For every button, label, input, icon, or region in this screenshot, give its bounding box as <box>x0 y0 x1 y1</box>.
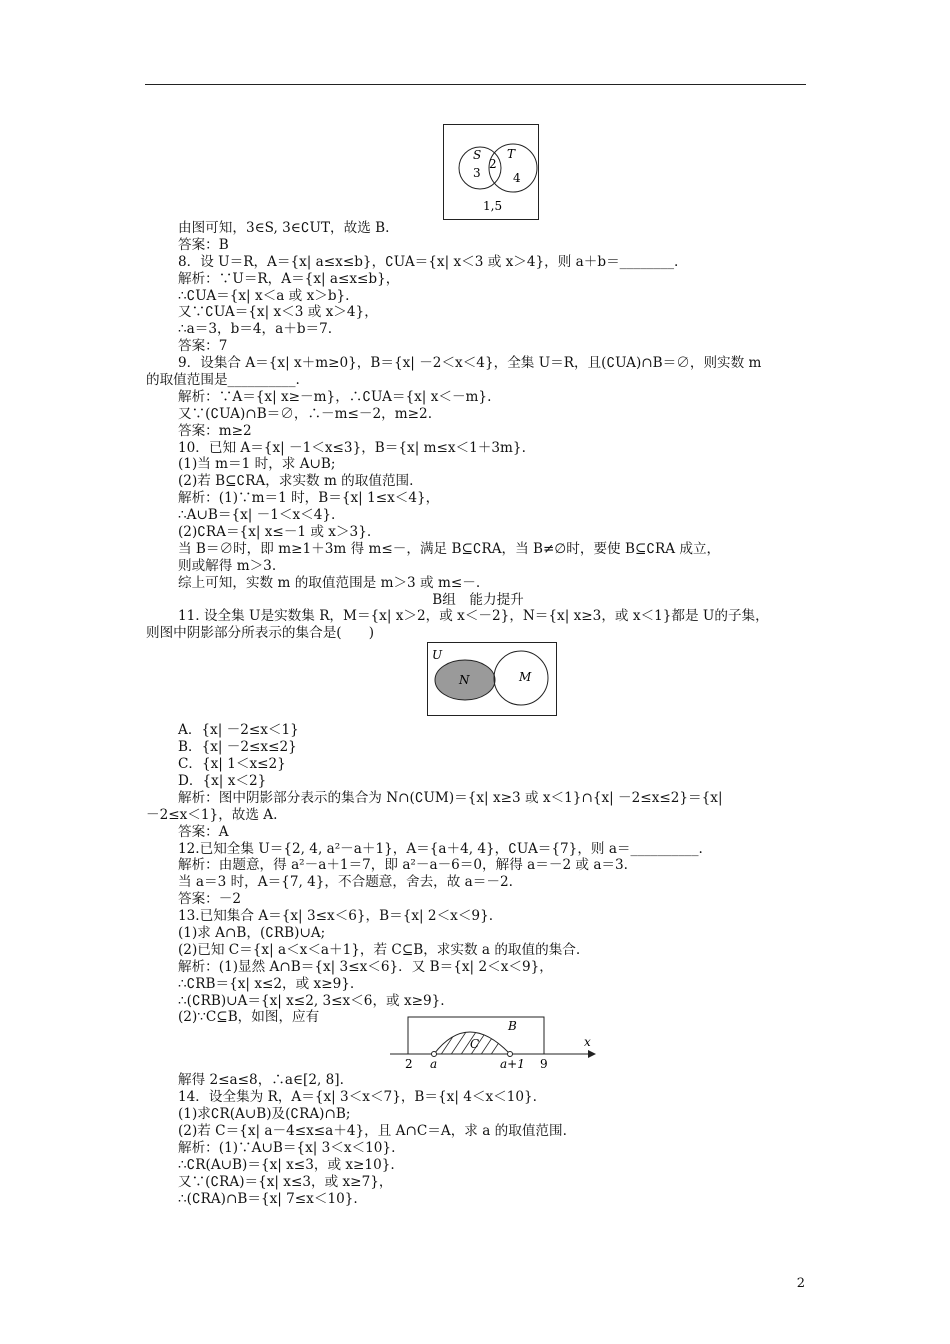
line: ∴∁UA＝{x| x＜a 或 x＞b}. <box>178 287 350 304</box>
venn-diagram-u-n-m <box>427 642 557 716</box>
line: 解析：图中阴影部分表示的集合为 N∩(∁UM)＝{x| x≥3 或 x＜1}∩{x| －2≤x≤2}＝{x| <box>178 789 723 806</box>
line: 解析：(1)显然 A∩B＝{x| 3≤x＜6}．又 B＝{x| 2＜x＜9}， <box>178 958 553 975</box>
label-only-t: 4 <box>513 171 521 185</box>
line: 解析：(1)∵A∪B＝{x| 3＜x＜10}. <box>178 1139 396 1156</box>
line: (1)当 m＝1 时，求 A∪B; <box>178 456 336 473</box>
line: (2)∵C⊆B，如图，应有 <box>178 1009 320 1026</box>
label-intersection: 2 <box>489 157 497 171</box>
line: (1)求 A∩B，(∁RB)∪A; <box>178 924 326 941</box>
line: 13.已知集合 A＝{x| 3≤x＜6}，B＝{x| 2＜x＜9}. <box>178 908 494 925</box>
line: (2)已知 C＝{x| a＜x＜a＋1}，若 C⊆B，求实数 a 的取值的集合. <box>178 941 581 958</box>
line: 则或解得 m＞3. <box>178 557 277 574</box>
label-c: C <box>470 1037 480 1051</box>
number-line-diagram <box>390 1016 600 1074</box>
line: 又∵∁UA＝{x| x＜3 或 x＞4}， <box>178 304 378 321</box>
line: 答案：B <box>178 236 229 253</box>
line: (2)若 B⊆∁RA，求实数 m 的取值范围. <box>178 473 414 490</box>
line: ∴a＝3，b＝4，a＋b＝7. <box>178 321 333 338</box>
label-x-axis: x <box>584 1035 591 1049</box>
line: ∴(∁RA)∩B＝{x| 7≤x＜10}. <box>178 1190 358 1207</box>
label-m: M <box>519 670 532 684</box>
venn-diagram-s-t <box>443 124 539 220</box>
option-d: D．{x| x＜2} <box>178 772 267 789</box>
line: 综上可知，实数 m 的取值范围是 m＞3 或 m≤－. <box>178 574 481 591</box>
tick-a-plus-1: a+1 <box>500 1057 525 1071</box>
section-heading: B组 能力提升 <box>432 591 524 608</box>
label-only-s: 3 <box>473 166 481 180</box>
label-s: S <box>473 148 482 162</box>
line: 解得 2≤a≤8，∴a∈[2, 8]. <box>178 1072 344 1089</box>
option-a: A．{x| －2≤x＜1} <box>178 722 299 739</box>
line: 解析：∵A＝{x| x≥－m}，∴∁UA＝{x| x＜－m}. <box>178 388 492 405</box>
line: 当 B＝∅时，即 m≥1＋3m 得 m≤－，满足 B⊆∁RA，当 B≠∅时，要使 B⊆∁RA 成立， <box>178 540 721 557</box>
line: (2)∁RA＝{x| x≤－1 或 x＞3}. <box>178 524 372 541</box>
line: ∴∁RB＝{x| x≤2，或 x≥9}. <box>178 975 355 992</box>
line: 11. 设全集 U是实数集 R，M＝{x| x＞2，或 x＜－2}，N＝{x| x≥3，或 x＜1}都是 U的子集， <box>178 608 769 625</box>
line: 又∵(∁RA)＝{x| x≤3，或 x≥7}， <box>178 1173 393 1190</box>
line: 解析：∵U＝R，A＝{x| a≤x≤b}， <box>178 270 400 287</box>
tick-a: a <box>430 1057 438 1071</box>
line: 由图可知，3∈S, 3∈∁UT，故选 B. <box>178 220 390 236</box>
line: 答案：A <box>178 823 229 840</box>
line: 答案：7 <box>178 338 228 355</box>
line: －2≤x＜1}，故选 A. <box>146 806 278 823</box>
line: 8．设 U＝R，A＝{x| a≤x≤b}，∁UA＝{x| x＜3 或 x＞4}，则 a＋b＝________. <box>178 253 679 270</box>
page-number: 2 <box>796 1276 805 1291</box>
line: 解析：由题意，得 a²－a＋1＝7，即 a²－a－6＝0，解得 a＝－2 或 a＝3. <box>178 857 628 874</box>
label-u: U <box>432 648 443 662</box>
line: ∴(∁RB)∪A＝{x| x≤2, 3≤x＜6，或 x≥9}. <box>178 992 445 1009</box>
line: 答案：m≥2 <box>178 422 252 439</box>
line: 12.已知全集 U＝{2, 4, a²－a＋1}，A＝{a＋4, 4}，∁UA＝{7}，则 a＝__________. <box>178 840 703 857</box>
line: (2)若 C＝{x| a－4≤x≤a＋4}，且 A∩C＝A，求 a 的取值范围. <box>178 1122 567 1139</box>
line: 解析：(1)∵m＝1 时，B＝{x| 1≤x＜4}， <box>178 490 440 507</box>
line: 则图中阴影部分所表示的集合是( ) <box>146 625 375 642</box>
label-n: N <box>459 673 470 687</box>
option-b: B．{x| －2≤x≤2} <box>178 739 297 756</box>
line: 答案：－2 <box>178 891 242 908</box>
line: ∴∁R(A∪B)＝{x| x≤3，或 x≥10}. <box>178 1156 395 1173</box>
label-outside: 1,5 <box>483 199 503 213</box>
tick-9: 9 <box>540 1057 548 1071</box>
line: 9．设集合 A＝{x| x＋m≥0}，B＝{x| －2＜x＜4}，全集 U＝R，且(∁UA)∩B＝∅，则实数 m <box>178 355 762 372</box>
header-rule <box>145 84 806 85</box>
option-c: C．{x| 1＜x≤2} <box>178 756 286 773</box>
tick-2: 2 <box>405 1057 413 1071</box>
line: (1)求∁R(A∪B)及(∁RA)∩B; <box>178 1106 351 1123</box>
line: 的取值范围是__________. <box>146 372 300 389</box>
line: 当 a＝3 时，A＝{7, 4}，不合题意，舍去，故 a＝－2. <box>178 874 513 891</box>
label-b: B <box>508 1019 517 1033</box>
line: 14．设全集为 R，A＝{x| 3＜x＜7}，B＝{x| 4＜x＜10}. <box>178 1089 538 1106</box>
line: 又∵(∁UA)∩B＝∅，∴－m≤－2，m≥2. <box>178 405 433 422</box>
line: 10．已知 A＝{x| －1＜x≤3}，B＝{x| m≤x＜1＋3m}. <box>178 439 526 456</box>
label-t: T <box>507 147 516 161</box>
line: ∴A∪B＝{x| －1＜x＜4}. <box>178 507 336 524</box>
